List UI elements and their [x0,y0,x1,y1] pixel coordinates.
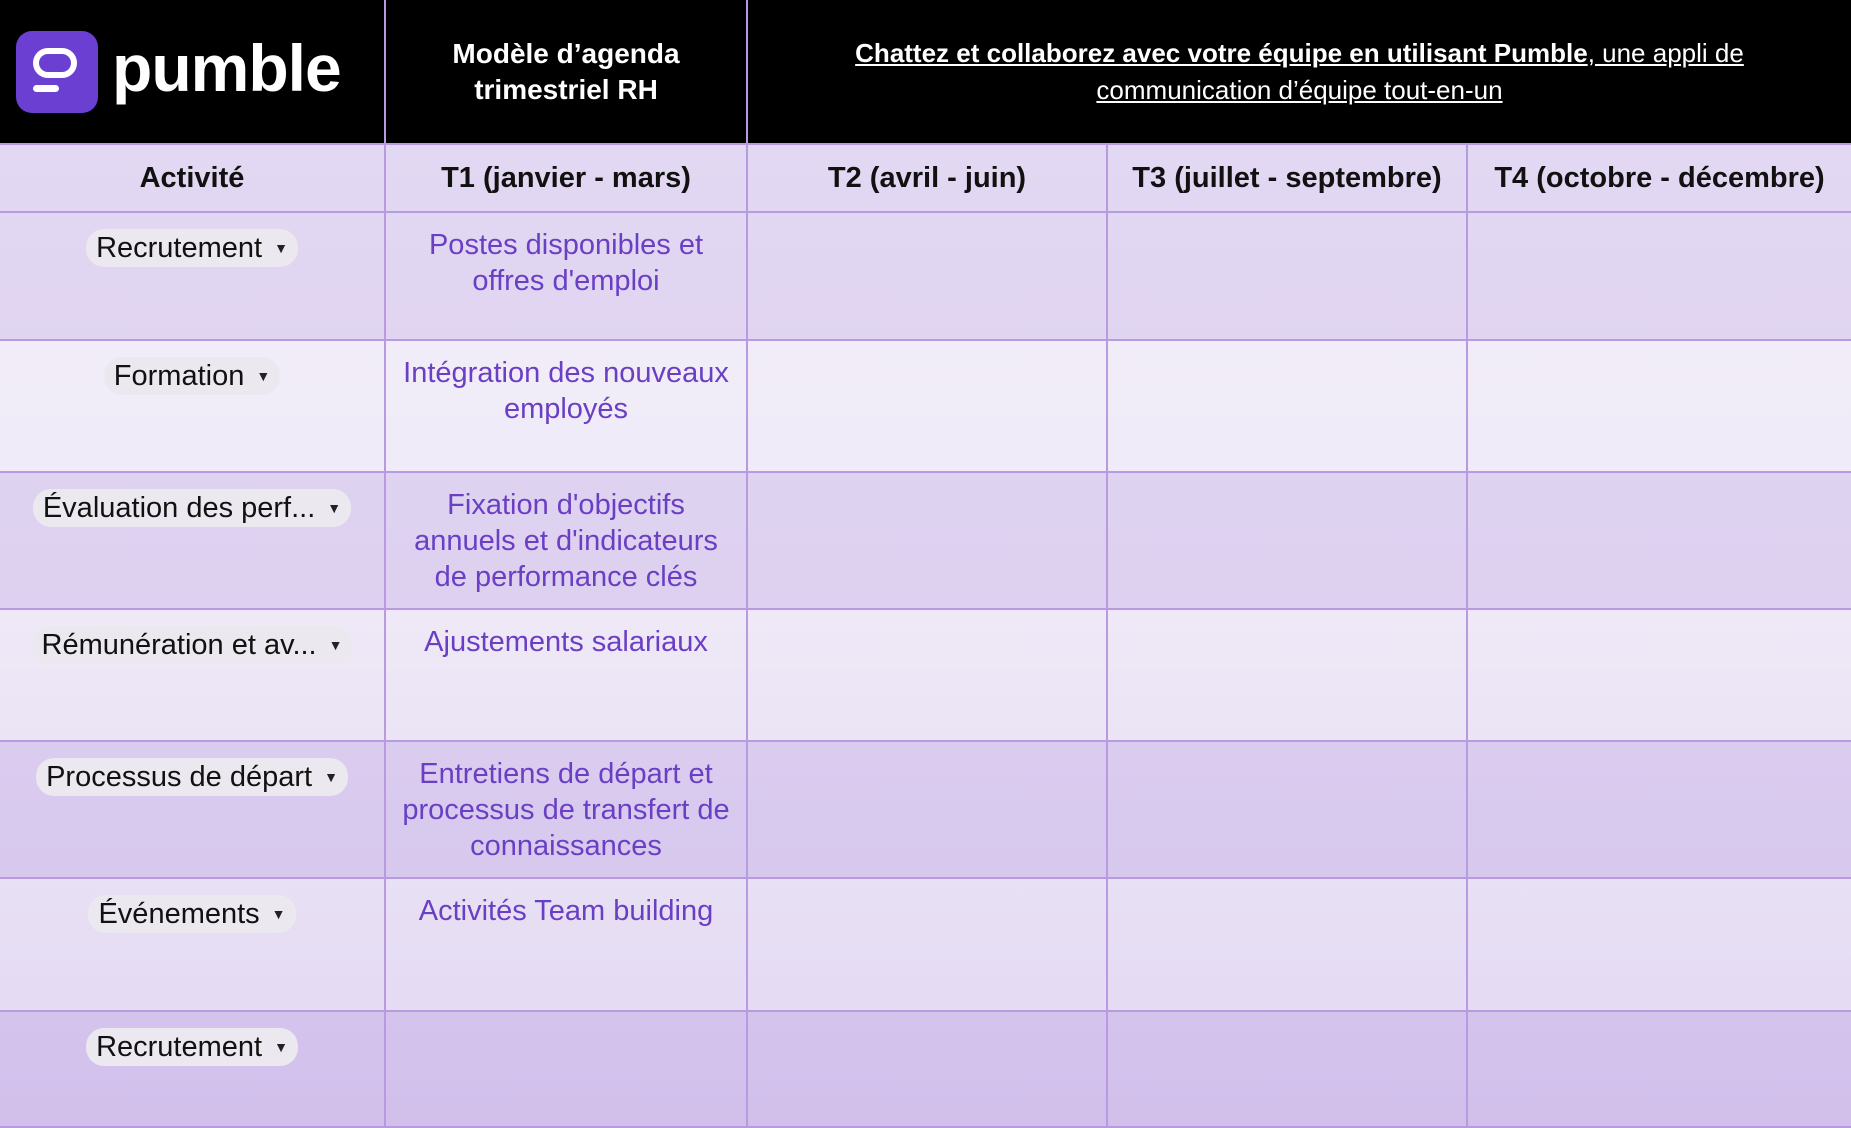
pumble-logo-icon [16,31,98,113]
activity-dropdown-label: Évaluation des perf... [42,491,316,524]
t3-cell[interactable] [1106,610,1466,742]
activity-dropdown[interactable] [36,758,348,796]
t1-cell[interactable]: Postes disponibles et offres d'emploi [384,213,746,341]
t4-cell[interactable] [1466,1012,1851,1128]
column-header-t1: T1 (janvier - mars) [384,145,746,213]
logo-cell [0,0,384,145]
t4-cell[interactable] [1466,213,1851,341]
caret-down-icon: ▼ [274,240,288,256]
activity-dropdown[interactable] [33,489,351,527]
promo-link[interactable] [746,0,1851,145]
t3-cell[interactable] [1106,1012,1466,1128]
caret-down-icon: ▼ [274,1039,288,1055]
t2-cell[interactable] [746,473,1106,610]
t1-cell[interactable]: Intégration des nouveaux employés [384,341,746,473]
t3-cell[interactable] [1106,213,1466,341]
promo-link-rest[interactable]: , une appli de communication d’équipe tout-en-un [1096,37,1744,105]
activity-dropdown-label: Recrutement [96,231,263,264]
activity-dropdown-label: Processus de départ [46,760,313,793]
activity-cell [0,742,384,879]
column-header-t3: T3 (juillet - septembre) [1106,145,1466,213]
t1-cell[interactable]: Ajustements salariaux [384,610,746,742]
column-header-t4: T4 (octobre - décembre) [1466,145,1851,213]
template-title-text: Modèle d’agenda trimestriel RH [452,37,680,105]
activity-dropdown-label: Événements [98,897,260,930]
t2-cell[interactable] [746,213,1106,341]
caret-down-icon: ▼ [327,500,342,516]
logo-text: pumble [112,30,341,105]
activity-cell [0,879,384,1012]
t3-cell[interactable] [1106,341,1466,473]
activity-dropdown[interactable] [32,626,353,664]
t2-cell[interactable] [746,341,1106,473]
t2-cell[interactable] [746,1012,1106,1128]
t4-cell[interactable] [1466,610,1851,742]
t1-cell[interactable]: Activités Team building [384,879,746,1012]
t4-cell[interactable] [1466,879,1851,1012]
t3-cell[interactable] [1106,879,1466,1012]
caret-down-icon: ▼ [324,769,338,785]
t1-cell[interactable]: Entretiens de départ et processus de transfert de connaissances [384,742,746,879]
activity-dropdown-label: Rémunération et av... [41,628,317,661]
activity-dropdown-label: Formation [113,359,245,392]
activity-cell [0,610,384,742]
t4-cell[interactable] [1466,341,1851,473]
t2-cell[interactable] [746,742,1106,879]
caret-down-icon: ▼ [256,368,271,384]
t3-cell[interactable] [1106,742,1466,879]
activity-cell [0,341,384,473]
activity-cell [0,473,384,610]
caret-down-icon: ▼ [271,906,286,922]
t2-cell[interactable] [746,879,1106,1012]
activity-dropdown-label: Recrutement [96,1030,263,1063]
template-title [384,0,746,145]
activity-dropdown[interactable] [88,895,295,933]
promo-link-bold[interactable]: Chattez et collaborez avec votre équipe en utilisant Pumble [855,37,1588,68]
activity-dropdown[interactable] [104,357,280,395]
activity-dropdown[interactable] [86,229,298,267]
caret-down-icon: ▼ [328,637,343,653]
t2-cell[interactable] [746,610,1106,742]
t1-cell[interactable]: Fixation d'objectifs annuels et d'indicateurs de performance clés [384,473,746,610]
activity-cell [0,1012,384,1128]
column-header-activity: Activité [0,145,384,213]
t4-cell[interactable] [1466,742,1851,879]
t4-cell[interactable] [1466,473,1851,610]
t3-cell[interactable] [1106,473,1466,610]
activity-dropdown[interactable] [86,1028,298,1066]
column-header-t2: T2 (avril - juin) [746,145,1106,213]
t1-cell[interactable] [384,1012,746,1128]
activity-cell [0,213,384,341]
